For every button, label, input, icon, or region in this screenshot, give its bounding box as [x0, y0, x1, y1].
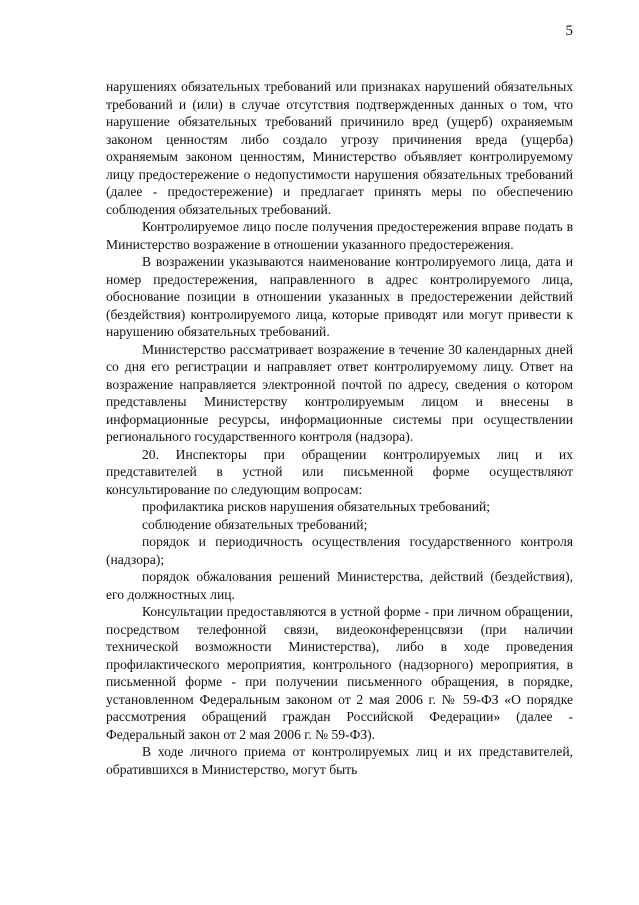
list-item-compliance: соблюдение обязательных требований;: [142, 516, 368, 532]
body-text: [106, 78, 573, 778]
paragraph-item-20: 20. Инспекторы при обращении контролируемых лиц и их представителей в устной или письменной форме осуществляют консультирование по следующим вопросам:: [106, 446, 573, 497]
list-item-appeal-procedure: порядок обжалования решений Министерства, действий (бездействия), его должностных лиц.: [106, 569, 573, 602]
paragraph-personal-reception: В ходе личного приема от контролируемых лиц и их представителей, обратившихся в Министерство, могут быть: [106, 744, 573, 777]
paragraph-objection-review: Министерство рассматривает возражение в течение 30 календарных дней со дня его регистрации и направляет ответ контролируемому лицу. Ответ на возражение направляется электронной почтой по адресу, сведения о котором представлены Министерству контролируемым лицом и внесены в информационные ресурсы, информационные системы при осуществлении регионального государственного контроля (надзора).: [106, 341, 573, 444]
paragraph-objection-content: В возражении указываются наименование контролируемого лица, дата и номер предостережения, направленного в адрес контролируемого лица, обоснование позиции в отношении указанных в предостережении действий (бездействия) контролируемого лица, которые приводят или могут привести к нарушению обязательных требований.: [106, 254, 573, 339]
paragraph-objection-right: Контролируемое лицо после получения предостережения вправе подать в Министерство возражение в отношении указанного предостережения.: [106, 219, 573, 252]
paragraph-consultation-forms: Консультации предоставляются в устной форме - при личном обращении, посредством телефонной связи, видеоконференцсвязи (при наличии технической возможности Министерства), либо в ходе проведения профилактического мероприятия, контрольного (надзорного) мероприятия, в письменной форме - при получении письменного обращения, в порядке, установленном Федеральным законом от 2 мая 2006 г. № 59-ФЗ «О порядке рассмотрения обращений граждан Российской Федерации» (далее - Федеральный закон от 2 мая 2006 г. № 59-ФЗ).: [106, 604, 573, 742]
list-item-risk-prevention: профилактика рисков нарушения обязательных требований;: [142, 499, 491, 514]
paragraph-warning-continuation: нарушениях обязательных требований или признаках нарушений обязательных требований и (или) в случае отсутствия подтвержденных данных о том, что нарушение обязательных требований причинило вред (ущерб) охраняемым законом ценностям либо создало угрозу причинения вреда (ущерба) охраняемым законом ценностям, Министерство объявляет контролируемому лицу предостережение о недопустимости нарушения обязательных требований (далее - предостережение) и предлагает принять меры по обеспечению соблюдения обязательных требований.: [106, 79, 573, 217]
page-number: 5: [565, 23, 573, 39]
list-item-control-procedure: порядок и периодичность осуществления государственного контроля (надзора);: [106, 534, 573, 567]
